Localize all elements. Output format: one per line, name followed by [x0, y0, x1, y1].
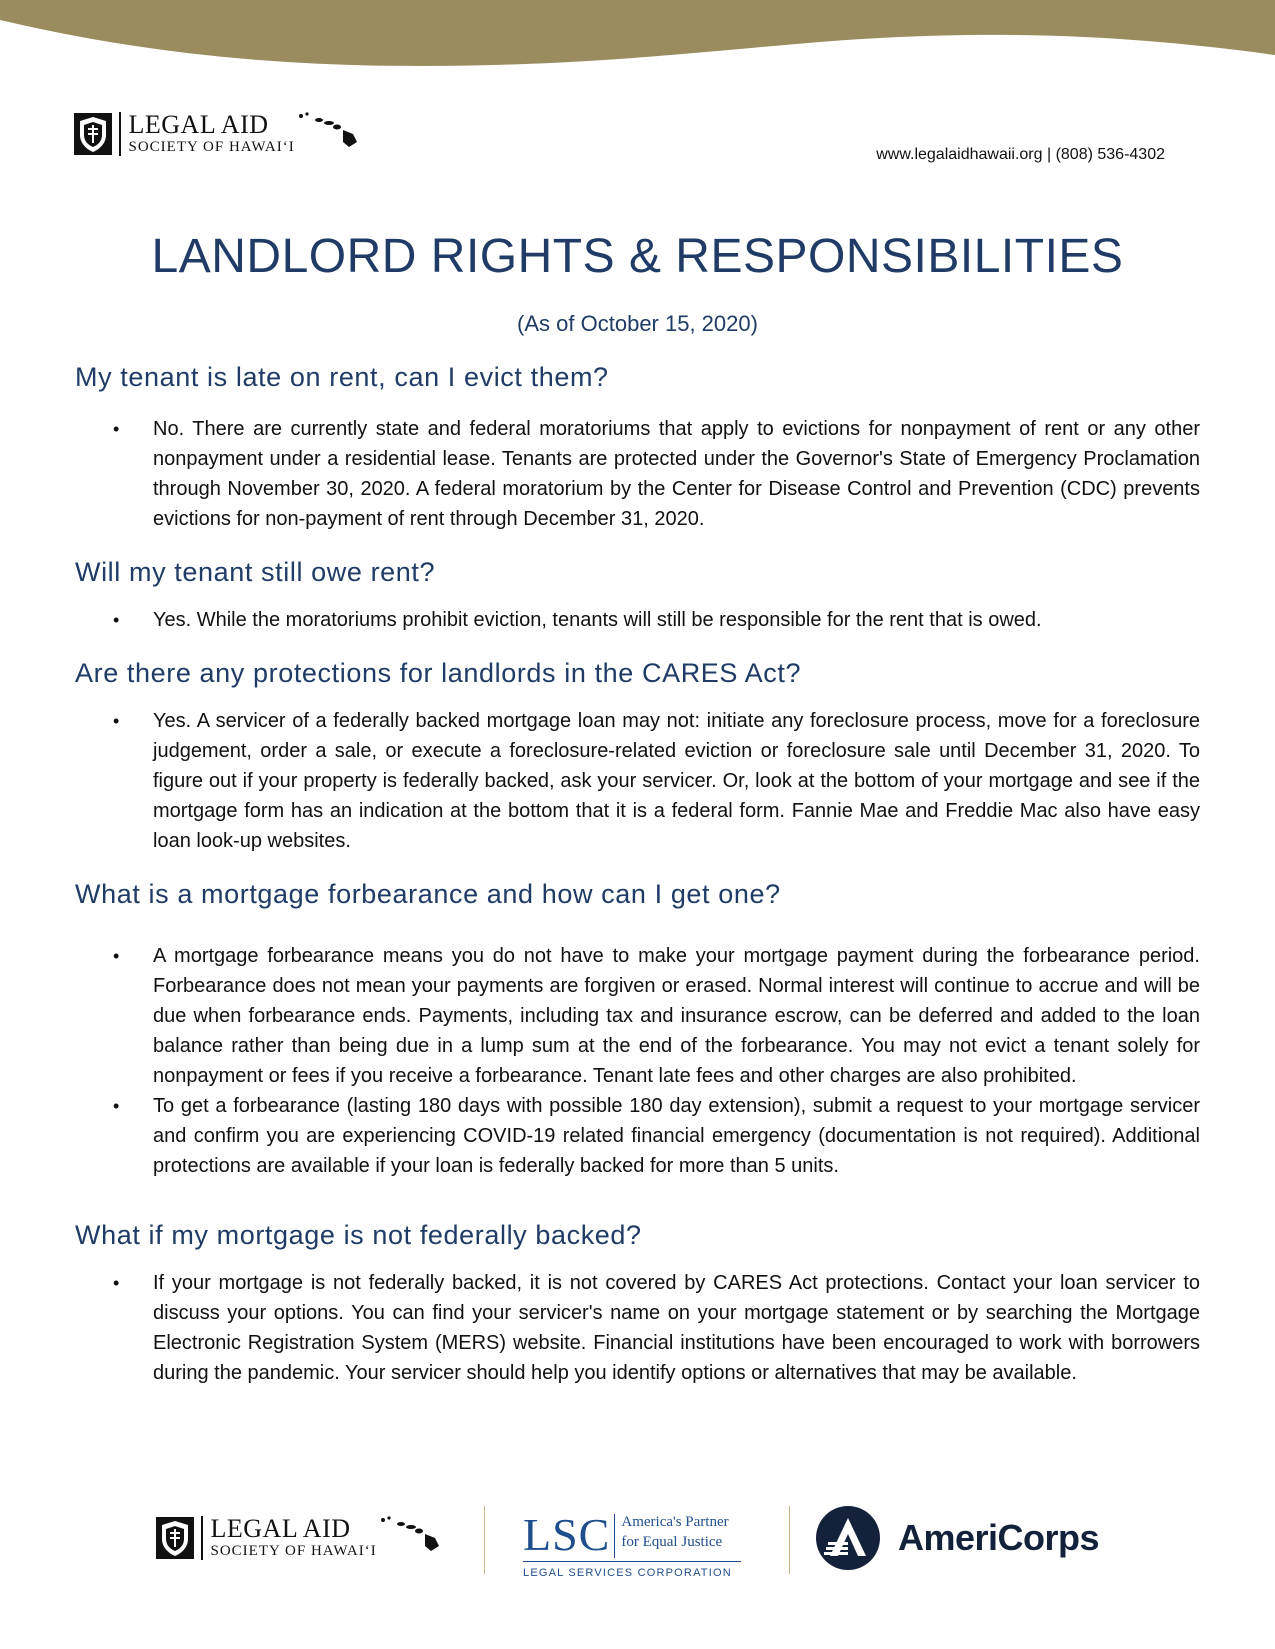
footer-divider: [484, 1506, 485, 1574]
lsc-tagline-line2: for Equal Justice: [621, 1534, 723, 1550]
legal-aid-logo: [74, 112, 359, 156]
logo-divider: [119, 112, 121, 156]
section-heading: What is a mortgage forbearance and how can I get one?: [75, 879, 781, 909]
org-name-line1: LEGAL AID: [210, 1514, 351, 1543]
org-name-line1: LEGAL AID: [128, 110, 269, 139]
bullet-item: • To get a forbearance (lasting 180 days with possible 180 day extension), submit a request to your mortgage servicer and confirm you are experiencing COVID-19 related financial emergency (documentation is not required). Additional protections are available if your loan is federally backed for more than 5 units.: [113, 1091, 1200, 1181]
lsc-rule: [523, 1561, 741, 1562]
footer-legal-aid-logo: [156, 1516, 441, 1560]
lsc-mark: LSC: [523, 1509, 611, 1560]
org-name-line2: SOCIETY OF HAWAI‘I: [210, 1543, 377, 1559]
lsc-subtitle: LEGAL SERVICES CORPORATION: [523, 1567, 732, 1579]
section-heading: Are there any protections for landlords in the CARES Act?: [75, 658, 802, 688]
org-name-line2: SOCIETY OF HAWAI‘I: [128, 139, 295, 155]
section-not-federally-backed: [75, 1218, 1200, 1388]
americorps-emblem-icon: [816, 1506, 880, 1570]
contact-info: www.legalaidhawaii.org | (808) 536-4302: [876, 146, 1165, 163]
hawaii-islands-icon: [297, 112, 359, 148]
bullet-item: • Yes. While the moratoriums prohibit eviction, tenants will still be responsible for the rent that is owed.: [113, 605, 1200, 635]
section-heading: Will my tenant still owe rent?: [75, 557, 436, 587]
header-wave-decoration: [0, 0, 1275, 80]
lsc-tagline-line1: America's Partner: [621, 1514, 729, 1530]
section-heading: My tenant is late on rent, can I evict them?: [75, 362, 609, 392]
bullet-list: [113, 941, 1200, 1181]
document-body: [75, 360, 1200, 1388]
bullet-list: [113, 414, 1200, 534]
page-title: LANDLORD RIGHTS & RESPONSIBILITIES: [151, 230, 1124, 283]
footer-divider: [789, 1506, 790, 1574]
legal-aid-seal-icon: [156, 1517, 194, 1559]
bullet-item: • If your mortgage is not federally backed, it is not covered by CARES Act protections. Contact your loan servicer to discuss your options. You can find your servicer's name on your mortgage statement or by searching the Mortgage Electronic Registration System (MERS) website. Financial institutions have been encouraged to work with borrowers during the pandemic. Your servicer should help you identify options or alternatives that may be available.: [113, 1268, 1200, 1388]
section-forbearance: [75, 877, 1200, 1181]
bullet-item: • Yes. A servicer of a federally backed mortgage loan may not: initiate any foreclosure process, move for a foreclosure judgement, order a sale, or execute a foreclosure-related eviction or foreclosure sale until December 31, 2020. To figure out if your property is federally backed, ask your servicer. Or, look at the bottom of your mortgage and see if the mortgage form has an indication at the bottom that it is a federal form. Fannie Mae and Freddie Mac also have easy loan look-up websites.: [113, 706, 1200, 856]
bullet-item: • No. There are currently state and federal moratoriums that apply to evictions for nonpayment of rent or any other nonpayment under a residential lease. Tenants are protected under the Governor's State of Emergency Proclamation through November 30, 2020. A federal moratorium by the Center for Disease Control and Prevention (CDC) prevents evictions for non-payment of rent through December 31, 2020.: [113, 414, 1200, 534]
lsc-divider: [614, 1514, 615, 1558]
legal-aid-seal-icon: [74, 113, 112, 155]
legal-aid-wordmark: [211, 1516, 377, 1560]
bullet-list: [113, 605, 1200, 635]
page-subtitle-date: (As of October 15, 2020): [517, 311, 758, 336]
americorps-wordmark: AmeriCorps: [898, 1517, 1100, 1558]
hawaii-islands-icon: [379, 1516, 441, 1552]
bullet-list: [113, 706, 1200, 856]
bullet-item: • A mortgage forbearance means you do not have to make your mortgage payment during the forbearance period. Forbearance does not mean your payments are forgiven or erased. Normal interest will continue to accrue and will be due when forbearance ends. Payments, including tax and insurance escrow, can be deferred and added to the loan balance rather than being due in a lump sum at the end of the forbearance. You may not evict a tenant solely for nonpayment or fees if you receive a forbearance. Tenant late fees and other charges are also prohibited.: [113, 941, 1200, 1091]
bullet-list: [113, 1268, 1200, 1388]
logo-divider: [201, 1516, 203, 1560]
section-heading: What if my mortgage is not federally backed?: [75, 1220, 642, 1250]
americorps-logo: [816, 1506, 1099, 1570]
section-owe-rent: [75, 555, 1200, 635]
section-evict: [75, 360, 1200, 534]
legal-aid-wordmark: [129, 112, 295, 156]
lsc-logo: [523, 1509, 741, 1579]
footer-logos: [0, 1506, 1275, 1579]
section-cares-act: [75, 656, 1200, 856]
